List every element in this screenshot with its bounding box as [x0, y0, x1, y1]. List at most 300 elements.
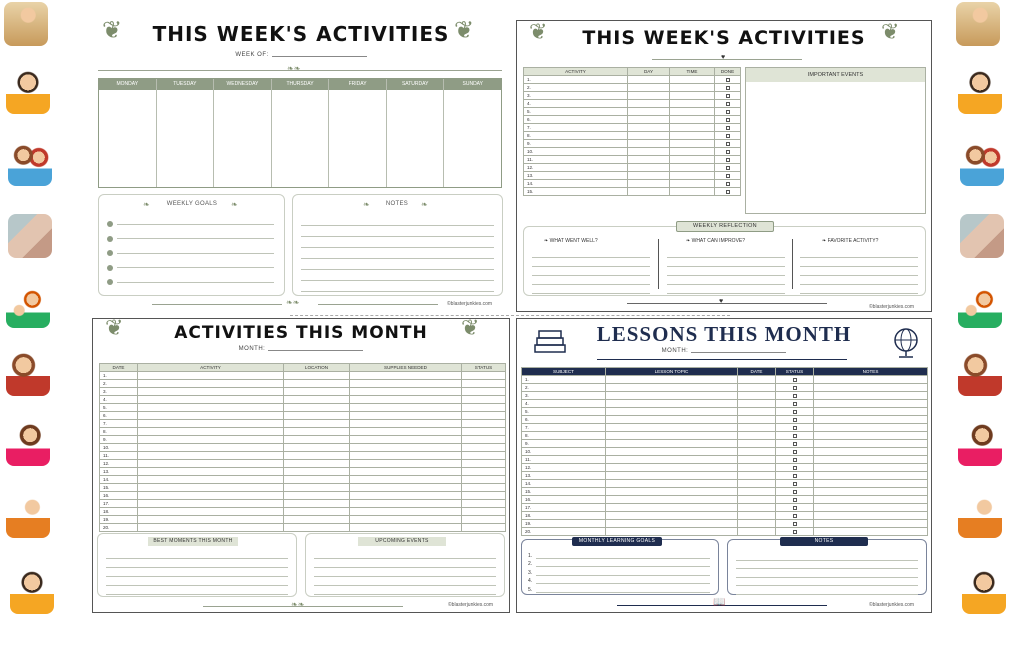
done-cell[interactable] [715, 116, 741, 124]
supplies-cell[interactable] [350, 516, 462, 524]
activity-cell[interactable] [138, 452, 284, 460]
checkbox-icon[interactable] [793, 394, 797, 398]
notes-cell[interactable] [814, 376, 928, 384]
status-cell[interactable] [776, 416, 814, 424]
done-cell[interactable] [715, 92, 741, 100]
checkbox-icon[interactable] [793, 490, 797, 494]
lesson-topic-cell[interactable] [606, 440, 738, 448]
activity-cell[interactable] [138, 516, 284, 524]
table-row [522, 512, 928, 520]
done-cell[interactable] [715, 164, 741, 172]
table-row [522, 456, 928, 464]
date-cell[interactable] [738, 488, 776, 496]
open-book-icon: 📖 [713, 597, 726, 608]
location-cell[interactable] [284, 404, 350, 412]
row-number: 5. [100, 404, 138, 412]
row-number: 8. [100, 428, 138, 436]
row-number: 2. [100, 380, 138, 388]
status-cell[interactable] [462, 460, 506, 468]
day-cell[interactable] [628, 140, 670, 148]
status-cell[interactable] [462, 436, 506, 444]
supplies-cell[interactable] [350, 444, 462, 452]
day-cell[interactable] [628, 180, 670, 188]
location-cell[interactable] [284, 516, 350, 524]
time-cell[interactable] [670, 84, 715, 92]
time-cell[interactable] [670, 92, 715, 100]
day-cell[interactable] [628, 132, 670, 140]
status-cell[interactable] [776, 504, 814, 512]
day-cell[interactable] [628, 76, 670, 84]
notes-cell[interactable] [814, 416, 928, 424]
checkbox-icon[interactable] [726, 166, 730, 170]
time-cell[interactable] [670, 180, 715, 188]
activity-cell[interactable] [138, 404, 284, 412]
checkbox-icon[interactable] [726, 150, 730, 154]
bullet-icon [107, 265, 113, 271]
notes-cell[interactable] [814, 504, 928, 512]
notes-cell[interactable] [814, 384, 928, 392]
date-cell[interactable] [738, 424, 776, 432]
supplies-cell[interactable] [350, 396, 462, 404]
checkbox-icon[interactable] [793, 506, 797, 510]
lesson-topic-cell[interactable] [606, 520, 738, 528]
supplies-cell[interactable] [350, 476, 462, 484]
column-header: SUPPLIES NEEDED [350, 364, 462, 372]
status-cell[interactable] [462, 372, 506, 380]
checkbox-icon[interactable] [793, 418, 797, 422]
notes-cell[interactable] [814, 400, 928, 408]
table-row [524, 188, 741, 196]
done-cell[interactable] [715, 172, 741, 180]
lesson-topic-cell[interactable] [606, 512, 738, 520]
time-cell[interactable] [670, 156, 715, 164]
row-number: 9. [524, 140, 628, 148]
status-cell[interactable] [776, 456, 814, 464]
lesson-topic-cell[interactable] [606, 432, 738, 440]
table-row [100, 420, 506, 428]
supplies-cell[interactable] [350, 468, 462, 476]
supplies-cell[interactable] [350, 524, 462, 532]
status-cell[interactable] [462, 468, 506, 476]
time-cell[interactable] [670, 100, 715, 108]
notes-cell[interactable] [814, 392, 928, 400]
status-cell[interactable] [462, 412, 506, 420]
location-cell[interactable] [284, 484, 350, 492]
status-cell[interactable] [776, 464, 814, 472]
supplies-cell[interactable] [350, 412, 462, 420]
checkbox-icon[interactable] [726, 118, 730, 122]
lesson-topic-cell[interactable] [606, 384, 738, 392]
notes-cell[interactable] [814, 408, 928, 416]
activity-cell[interactable] [138, 420, 284, 428]
day-header: MONDAY [99, 79, 156, 90]
checkbox-icon[interactable] [793, 466, 797, 470]
date-cell[interactable] [738, 480, 776, 488]
status-cell[interactable] [776, 520, 814, 528]
lesson-topic-cell[interactable] [606, 416, 738, 424]
notes-cell[interactable] [814, 496, 928, 504]
activity-cell[interactable] [138, 372, 284, 380]
date-cell[interactable] [738, 384, 776, 392]
date-cell[interactable] [738, 496, 776, 504]
lesson-topic-cell[interactable] [606, 488, 738, 496]
status-cell[interactable] [462, 500, 506, 508]
row-number: 4. [522, 400, 606, 408]
supplies-cell[interactable] [350, 508, 462, 516]
status-cell[interactable] [462, 380, 506, 388]
lesson-topic-cell[interactable] [606, 448, 738, 456]
status-cell[interactable] [776, 448, 814, 456]
checkbox-icon[interactable] [793, 402, 797, 406]
date-cell[interactable] [738, 520, 776, 528]
goal-line [107, 217, 274, 232]
notes-cell[interactable] [814, 448, 928, 456]
activity-cell[interactable] [138, 468, 284, 476]
column-header: ACTIVITY [524, 68, 628, 76]
status-cell[interactable] [776, 528, 814, 536]
status-cell[interactable] [776, 480, 814, 488]
date-cell[interactable] [738, 376, 776, 384]
checkbox-icon[interactable] [793, 378, 797, 382]
row-number: 6. [522, 416, 606, 424]
activity-cell[interactable] [138, 436, 284, 444]
row-number: 4. [100, 396, 138, 404]
mother-child-icon [6, 352, 50, 396]
date-cell[interactable] [738, 416, 776, 424]
row-number: 11. [524, 156, 628, 164]
date-cell[interactable] [738, 432, 776, 440]
status-cell[interactable] [462, 404, 506, 412]
table-row [100, 484, 506, 492]
done-cell[interactable] [715, 84, 741, 92]
done-cell[interactable] [715, 188, 741, 196]
done-cell[interactable] [715, 132, 741, 140]
status-cell[interactable] [776, 496, 814, 504]
day-cell[interactable] [628, 172, 670, 180]
best-moments-label: BEST MOMENTS THIS MONTH [148, 537, 238, 546]
lesson-topic-cell[interactable] [606, 400, 738, 408]
day-column [214, 79, 272, 187]
status-cell[interactable] [462, 452, 506, 460]
date-cell[interactable] [738, 440, 776, 448]
checkbox-icon[interactable] [726, 94, 730, 98]
checkbox-icon[interactable] [726, 110, 730, 114]
status-cell[interactable] [462, 388, 506, 396]
checkbox-icon[interactable] [793, 482, 797, 486]
notes-cell[interactable] [814, 472, 928, 480]
copyright: ©blasterjunkies.com [869, 304, 915, 310]
time-cell[interactable] [670, 116, 715, 124]
checkbox-icon[interactable] [793, 434, 797, 438]
checkbox-icon[interactable] [793, 530, 797, 534]
goal-line [107, 261, 274, 276]
status-cell[interactable] [462, 484, 506, 492]
row-number: 3. [522, 392, 606, 400]
goal-line [107, 246, 274, 261]
leaf-branch-icon: ❦ [881, 19, 900, 44]
done-cell[interactable] [715, 76, 741, 84]
row-number: 2. [524, 84, 628, 92]
week-list-sheet: ❦ ❦ THIS WEEK'S ACTIVITIES ♥ ACTIVITY DAY TIME DONE 1. 2. 3. 4. 5. 6. 7. 8. 9. 10. 11. 12. 13. 14. 15. IMPORTANT EVENTS WEEKLY REFLECTION ❧ WHAT WENT WELL? ❧ WHAT CAN IMPROVE? ❧ FAVORITE ACTIVITY? ♥ ©blasterjunkies.com [516, 20, 932, 312]
checkbox-icon[interactable] [726, 182, 730, 186]
day-cell[interactable] [628, 100, 670, 108]
supplies-cell[interactable] [350, 452, 462, 460]
lesson-topic-cell[interactable] [606, 464, 738, 472]
location-cell[interactable] [284, 388, 350, 396]
checkbox-icon[interactable] [726, 86, 730, 90]
location-cell[interactable] [284, 380, 350, 388]
week-grid-sheet [92, 8, 510, 312]
supplies-cell[interactable] [350, 372, 462, 380]
time-cell[interactable] [670, 164, 715, 172]
status-cell[interactable] [776, 488, 814, 496]
done-cell[interactable] [715, 124, 741, 132]
date-cell[interactable] [738, 448, 776, 456]
date-cell[interactable] [738, 400, 776, 408]
activity-cell[interactable] [138, 484, 284, 492]
activity-cell[interactable] [138, 388, 284, 396]
lesson-topic-cell[interactable] [606, 376, 738, 384]
table-row [100, 476, 506, 484]
status-cell[interactable] [462, 420, 506, 428]
row-number: 1. [524, 76, 628, 84]
activity-cell[interactable] [138, 428, 284, 436]
lesson-topic-cell[interactable] [606, 392, 738, 400]
row-number: 14. [522, 480, 606, 488]
activity-cell[interactable] [138, 508, 284, 516]
time-cell[interactable] [670, 140, 715, 148]
time-cell[interactable] [670, 76, 715, 84]
lesson-topic-cell[interactable] [606, 504, 738, 512]
day-cell[interactable] [628, 84, 670, 92]
row-number: 14. [524, 180, 628, 188]
status-cell[interactable] [462, 508, 506, 516]
column-header: STATUS [776, 368, 814, 376]
lesson-topic-cell[interactable] [606, 480, 738, 488]
row-number: 15. [100, 484, 138, 492]
checkbox-icon[interactable] [726, 174, 730, 178]
table-row [524, 76, 741, 84]
status-cell[interactable] [776, 400, 814, 408]
date-cell[interactable] [738, 528, 776, 536]
status-cell[interactable] [776, 472, 814, 480]
location-cell[interactable] [284, 468, 350, 476]
location-cell[interactable] [284, 396, 350, 404]
supplies-cell[interactable] [350, 492, 462, 500]
leaf-branch-icon: ❦ [529, 19, 548, 44]
day-cell[interactable] [628, 116, 670, 124]
status-cell[interactable] [462, 492, 506, 500]
location-cell[interactable] [284, 412, 350, 420]
time-cell[interactable] [670, 148, 715, 156]
row-number: 14. [100, 476, 138, 484]
activity-cell[interactable] [138, 380, 284, 388]
lesson-topic-cell[interactable] [606, 496, 738, 504]
time-cell[interactable] [670, 172, 715, 180]
date-cell[interactable] [738, 504, 776, 512]
checkbox-icon[interactable] [726, 134, 730, 138]
status-cell[interactable] [776, 376, 814, 384]
activity-table [523, 67, 741, 196]
status-cell[interactable] [462, 524, 506, 532]
activity-cell[interactable] [138, 476, 284, 484]
notes-cell[interactable] [814, 456, 928, 464]
date-cell[interactable] [738, 472, 776, 480]
supplies-cell[interactable] [350, 380, 462, 388]
notes-cell[interactable] [814, 464, 928, 472]
table-row [524, 132, 741, 140]
location-cell[interactable] [284, 508, 350, 516]
leaf-branch-icon: ❦ [461, 315, 480, 340]
day-cell[interactable] [628, 156, 670, 164]
checkbox-icon[interactable] [793, 442, 797, 446]
time-cell[interactable] [670, 132, 715, 140]
supplies-cell[interactable] [350, 420, 462, 428]
row-number: 16. [522, 496, 606, 504]
column-header: SUBJECT [522, 368, 606, 376]
notes-cell[interactable] [814, 488, 928, 496]
table-row [522, 384, 928, 392]
status-cell[interactable] [776, 512, 814, 520]
notes-cell[interactable] [814, 528, 928, 536]
status-cell[interactable] [462, 428, 506, 436]
status-cell[interactable] [462, 476, 506, 484]
supplies-cell[interactable] [350, 428, 462, 436]
row-number: 13. [100, 468, 138, 476]
checkbox-icon[interactable] [793, 522, 797, 526]
lesson-topic-cell[interactable] [606, 424, 738, 432]
location-cell[interactable] [284, 500, 350, 508]
checkbox-icon[interactable] [793, 514, 797, 518]
supplies-cell[interactable] [350, 404, 462, 412]
checkbox-icon[interactable] [793, 386, 797, 390]
lesson-topic-cell[interactable] [606, 456, 738, 464]
day-cell[interactable] [628, 108, 670, 116]
monthly-activity-table [99, 363, 506, 532]
day-cell[interactable] [628, 148, 670, 156]
checkbox-icon[interactable] [726, 142, 730, 146]
day-column [99, 79, 157, 187]
activity-cell[interactable] [138, 524, 284, 532]
month-label: MONTH: [93, 346, 509, 352]
checkbox-icon[interactable] [793, 458, 797, 462]
checkbox-icon[interactable] [726, 158, 730, 162]
checkbox-icon[interactable] [793, 474, 797, 478]
notes-cell[interactable] [814, 480, 928, 488]
notes-cell[interactable] [814, 424, 928, 432]
supplies-cell[interactable] [350, 460, 462, 468]
row-number: 8. [522, 432, 606, 440]
location-cell[interactable] [284, 460, 350, 468]
status-cell[interactable] [776, 440, 814, 448]
activity-cell[interactable] [138, 460, 284, 468]
checkbox-icon[interactable] [726, 102, 730, 106]
notes-cell[interactable] [814, 432, 928, 440]
row-number: 17. [522, 504, 606, 512]
status-cell[interactable] [776, 392, 814, 400]
row-number: 9. [522, 440, 606, 448]
checkbox-icon[interactable] [726, 78, 730, 82]
table-row [524, 140, 741, 148]
day-cell[interactable] [628, 188, 670, 196]
done-cell[interactable] [715, 140, 741, 148]
supplies-cell[interactable] [350, 484, 462, 492]
status-cell[interactable] [462, 444, 506, 452]
activity-cell[interactable] [138, 500, 284, 508]
upcoming-events-label: UPCOMING EVENTS [358, 537, 446, 546]
table-row [524, 84, 741, 92]
status-cell[interactable] [776, 384, 814, 392]
day-cell[interactable] [628, 92, 670, 100]
activity-cell[interactable] [138, 492, 284, 500]
done-cell[interactable] [715, 108, 741, 116]
checkbox-icon[interactable] [793, 450, 797, 454]
notes-cell[interactable] [814, 520, 928, 528]
done-cell[interactable] [715, 100, 741, 108]
checkbox-icon[interactable] [726, 190, 730, 194]
done-cell[interactable] [715, 156, 741, 164]
location-cell[interactable] [284, 428, 350, 436]
location-cell[interactable] [284, 452, 350, 460]
checkbox-icon[interactable] [793, 410, 797, 414]
location-cell[interactable] [284, 372, 350, 380]
time-cell[interactable] [670, 108, 715, 116]
lesson-topic-cell[interactable] [606, 472, 738, 480]
notes-cell[interactable] [814, 512, 928, 520]
time-cell[interactable] [670, 124, 715, 132]
column-header: DATE [100, 364, 138, 372]
lesson-topic-cell[interactable] [606, 528, 738, 536]
status-cell[interactable] [776, 432, 814, 440]
date-cell[interactable] [738, 512, 776, 520]
activity-cell[interactable] [138, 412, 284, 420]
done-cell[interactable] [715, 180, 741, 188]
status-cell[interactable] [776, 408, 814, 416]
day-cell[interactable] [628, 164, 670, 172]
lesson-topic-cell[interactable] [606, 408, 738, 416]
checkbox-icon[interactable] [726, 126, 730, 130]
table-row [522, 472, 928, 480]
date-cell[interactable] [738, 456, 776, 464]
notes-cell[interactable] [814, 440, 928, 448]
status-cell[interactable] [462, 516, 506, 524]
location-cell[interactable] [284, 420, 350, 428]
month-activities-sheet [92, 315, 510, 613]
location-cell[interactable] [284, 444, 350, 452]
date-cell[interactable] [738, 408, 776, 416]
location-cell[interactable] [284, 436, 350, 444]
lessons-table [521, 367, 928, 536]
checkbox-icon[interactable] [793, 426, 797, 430]
activity-cell[interactable] [138, 444, 284, 452]
status-cell[interactable] [462, 396, 506, 404]
checkbox-icon[interactable] [793, 498, 797, 502]
status-cell[interactable] [776, 424, 814, 432]
time-cell[interactable] [670, 188, 715, 196]
row-number: 19. [100, 516, 138, 524]
location-cell[interactable] [284, 524, 350, 532]
day-cell[interactable] [628, 124, 670, 132]
location-cell[interactable] [284, 476, 350, 484]
done-cell[interactable] [715, 148, 741, 156]
activity-cell[interactable] [138, 396, 284, 404]
date-cell[interactable] [738, 464, 776, 472]
supplies-cell[interactable] [350, 436, 462, 444]
location-cell[interactable] [284, 492, 350, 500]
supplies-cell[interactable] [350, 388, 462, 396]
supplies-cell[interactable] [350, 500, 462, 508]
date-cell[interactable] [738, 392, 776, 400]
